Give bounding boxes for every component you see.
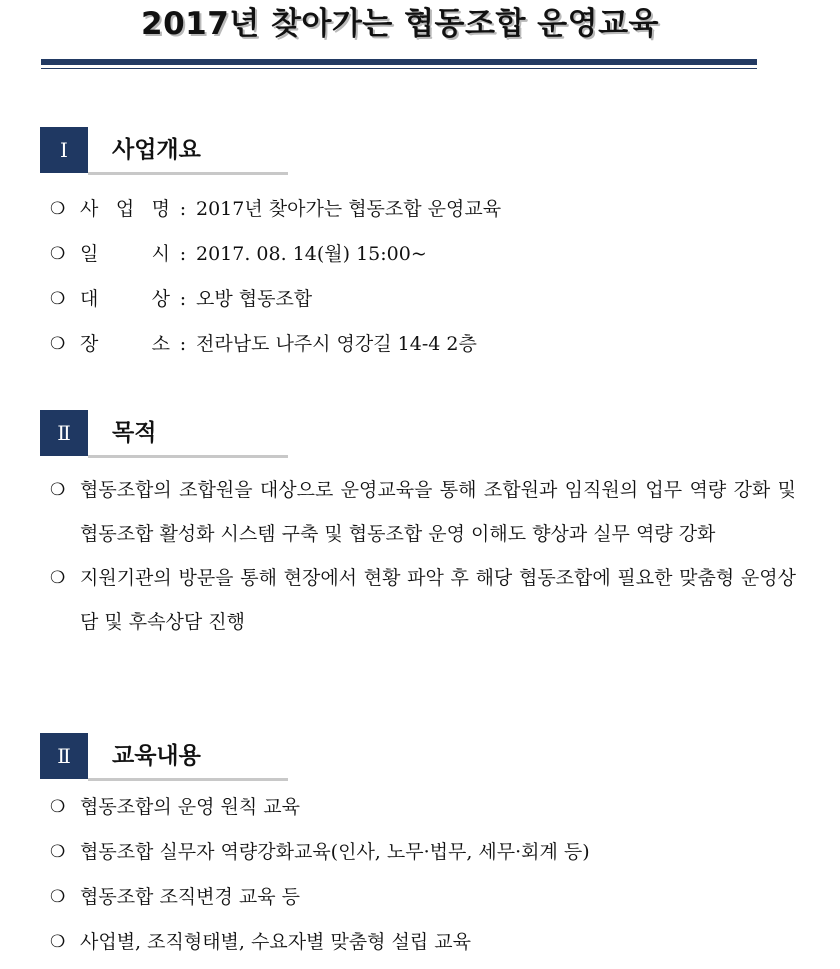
list-item	[40, 920, 800, 965]
item-key: 사 업 명	[80, 198, 170, 220]
section-header	[40, 733, 800, 781]
circle-bullet-icon: ❍	[50, 842, 66, 862]
circle-bullet-icon: ❍	[50, 199, 66, 219]
list-item	[40, 322, 800, 367]
list-item	[40, 785, 800, 830]
section-title: 목적	[112, 420, 157, 446]
section-number-badge: Ⅱ	[40, 410, 88, 456]
purpose-list	[40, 468, 800, 644]
section-underline	[88, 778, 288, 781]
item-value: 2017. 08. 14(월) 15:00~	[196, 243, 427, 265]
item-separator: :	[179, 198, 187, 220]
item-text: 사업별, 조직형태별, 수요자별 맞춤형 설립 교육	[80, 931, 472, 953]
item-value: 전라남도 나주시 영강길 14-4 2층	[196, 333, 477, 355]
list-item	[40, 232, 800, 277]
item-separator: :	[179, 243, 187, 265]
item-text: 지원기관의 방문을 통해 현장에서 현황 파악 후 해당 협동조합에 필요한 맞춤형 운영상담 및 후속상담 진행	[80, 567, 796, 633]
section-title: 사업개요	[112, 137, 201, 163]
section-title: 교육내용	[112, 743, 201, 769]
list-item	[40, 468, 800, 556]
circle-bullet-icon: ❍	[50, 244, 66, 264]
list-item	[40, 556, 800, 644]
section-education-content	[40, 733, 800, 965]
section-header	[40, 127, 800, 175]
list-item	[40, 277, 800, 322]
content-list	[40, 785, 800, 965]
section-underline	[88, 455, 288, 458]
section-overview	[40, 127, 800, 367]
circle-bullet-icon: ❍	[50, 932, 66, 952]
circle-bullet-icon: ❍	[50, 334, 66, 354]
section-number-badge: Ⅰ	[40, 127, 88, 173]
item-separator: :	[179, 333, 187, 355]
item-key: 일 시	[80, 243, 170, 265]
item-key: 대 상	[80, 288, 170, 310]
list-item	[40, 875, 800, 920]
circle-bullet-icon: ❍	[50, 289, 66, 309]
item-text: 협동조합 실무자 역량강화교육(인사, 노무·법무, 세무·회계 등)	[80, 841, 590, 863]
section-purpose	[40, 410, 800, 644]
item-text: 협동조합의 운영 원칙 교육	[80, 796, 301, 818]
title-rule-thick	[41, 59, 757, 65]
list-item	[40, 187, 800, 232]
title-rule-thin	[41, 68, 757, 69]
list-item	[40, 830, 800, 875]
item-key: 장 소	[80, 333, 170, 355]
item-text: 협동조합의 조합원을 대상으로 운영교육을 통해 조합원과 임직원의 업무 역량 강화 및 협동조합 활성화 시스템 구축 및 협동조합 운영 이해도 향상과 실무 역량 강화	[80, 479, 796, 545]
circle-bullet-icon: ❍	[50, 887, 66, 907]
document-title: 2017년 찾아가는 협동조합 운영교육	[141, 6, 659, 42]
circle-bullet-icon: ❍	[50, 480, 66, 500]
overview-list	[40, 187, 800, 367]
circle-bullet-icon: ❍	[50, 568, 66, 588]
section-underline	[88, 172, 288, 175]
item-value: 2017년 찾아가는 협동조합 운영교육	[196, 198, 502, 220]
section-number-badge: Ⅱ	[40, 733, 88, 779]
item-value: 오방 협동조합	[196, 288, 313, 310]
item-text: 협동조합 조직변경 교육 등	[80, 886, 301, 908]
item-separator: :	[179, 288, 187, 310]
circle-bullet-icon: ❍	[50, 797, 66, 817]
section-header	[40, 410, 800, 458]
